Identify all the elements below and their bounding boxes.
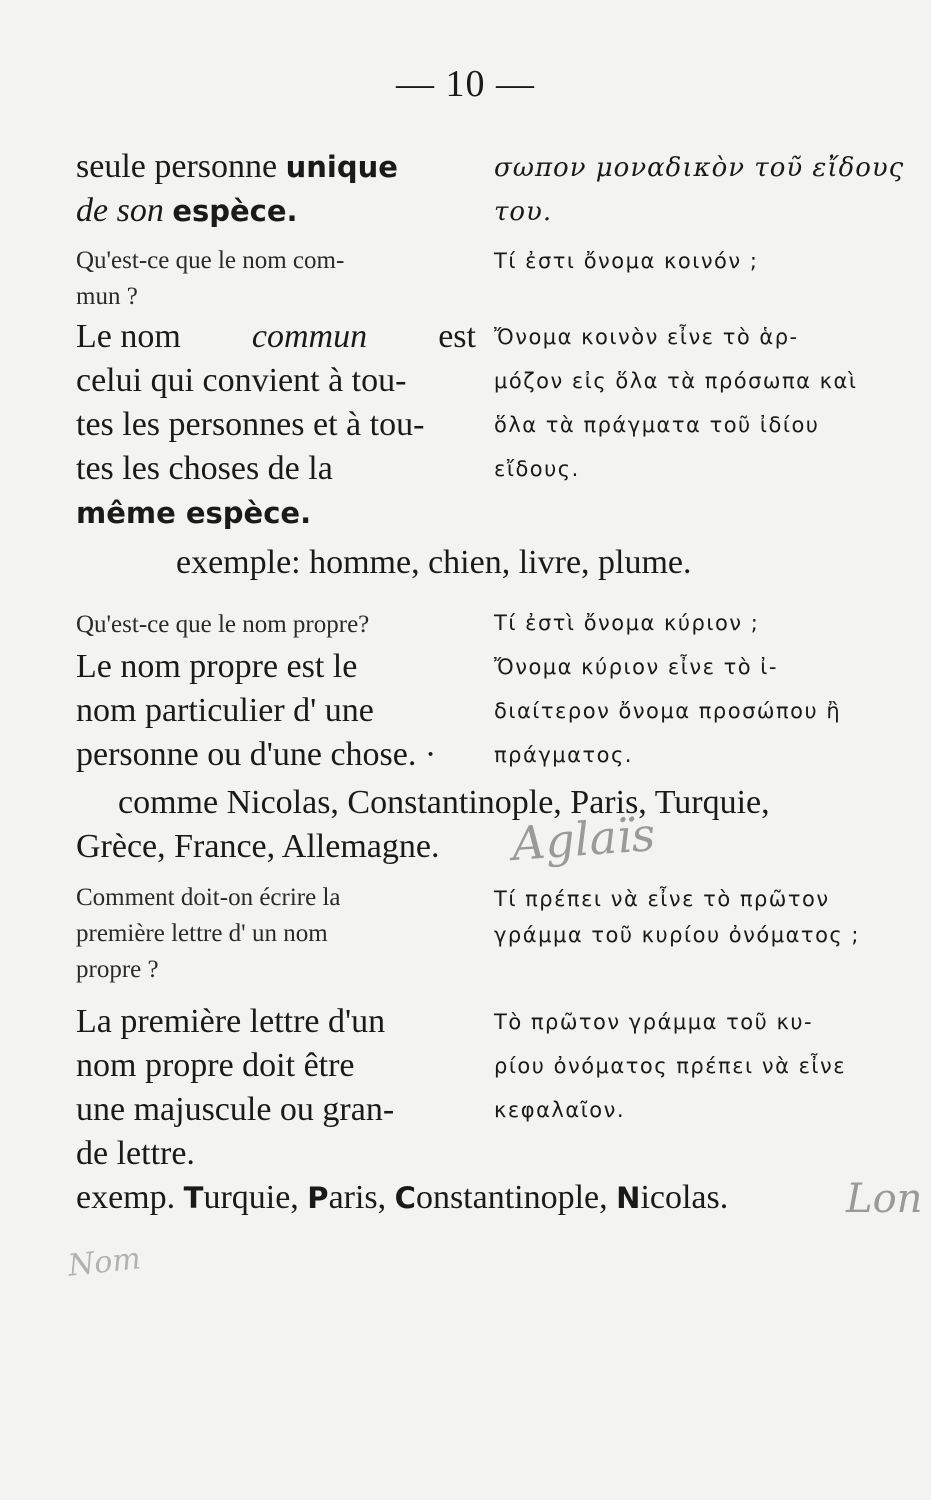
answer-2-fr-line-1: Le nom propre est le — [76, 648, 358, 685]
question-1-fr-line-2: mun ? — [76, 283, 138, 310]
answer-1-fr-line-2: celui qui convient à tou- — [76, 362, 407, 399]
example-2-line-2: Grèce, France, Allemagne. — [76, 828, 440, 865]
answer-3-gr-line-2: ρίου ὀνόματος πρέπει νὰ εἶνε — [494, 1054, 847, 1078]
gr-continuation-line-2: του. — [494, 197, 553, 227]
answer-1-gr-line-3: ὅλα τὰ πράγματα τοῦ ἰδίου — [494, 413, 820, 437]
answer-3-fr-line-4: de lettre. — [76, 1135, 195, 1172]
text: Le nom — [76, 318, 181, 355]
text: σωπον — [494, 153, 596, 183]
answer-3-gr-line-1: Τὸ πρῶτον γράμμα τοῦ κυ- — [494, 1010, 814, 1034]
answer-1-fr-line-1 — [76, 315, 476, 359]
italic-term-commun: commun — [251, 318, 368, 355]
gr-continuation-line-1 — [494, 146, 905, 190]
answer-1-gr-line-1: Ὄνομα κοινὸν εἶνε τὸ ἁρ- — [494, 325, 799, 349]
question-3-fr-line-2: première lettre d' un nom — [76, 920, 328, 947]
handwritten-note: Lon — [846, 1176, 923, 1222]
example-2-line-1: comme Nicolas, Constantinople, Paris, Turquie, — [118, 784, 770, 821]
text: exemp. — [76, 1179, 184, 1216]
answer-1-fr-line-4: tes les choses de la — [76, 450, 333, 487]
text: aris, — [328, 1179, 395, 1216]
bold-term-espece: espèce. — [172, 194, 298, 228]
question-2-gr: Τί ἐστὶ ὄνομα κύριον ; — [494, 611, 760, 635]
text: icolas. — [640, 1179, 729, 1216]
text: est — [438, 318, 476, 355]
text: μοναδικὸν — [595, 153, 746, 183]
answer-1-gr-line-2: μόζον εἰς ὅλα τὰ πρόσωπα καὶ — [494, 369, 858, 393]
answer-2-gr-line-2: διαίτερον ὄνομα προσώπου ἢ — [494, 699, 842, 723]
example-3 — [76, 1176, 896, 1220]
bold-term-meme-espece: même espèce. — [76, 496, 312, 530]
answer-2-fr-line-3: personne ou d'une chose. · — [76, 736, 437, 773]
answer-3-gr-line-3: κεφαλαῖον. — [494, 1098, 626, 1122]
question-1-gr: Τί ἐστι ὄνομα κοινόν ; — [494, 249, 759, 273]
answer-1-gr-line-4: εἴδους. — [494, 457, 580, 481]
question-2-fr: Qu'est-ce que le nom propre? — [76, 611, 370, 638]
question-1-fr-line-1: Qu'est-ce que le nom com- — [76, 247, 345, 274]
handwritten-note: Nom — [66, 1241, 143, 1284]
question-3-gr-line-2: γράμμα τοῦ κυρίου ὀνόματος ; — [494, 923, 860, 947]
answer-2-gr-line-3: πράγματος. — [494, 743, 633, 767]
answer-3-fr-line-3: une majuscule ou gran- — [76, 1091, 395, 1128]
bold-term-unique: unique — [285, 150, 398, 184]
question-3-gr-line-1: Τί πρέπει νὰ εἶνε τὸ πρῶτον — [494, 887, 830, 911]
answer-2-fr-line-2: nom particulier d' une — [76, 692, 374, 729]
text: urquie, — [203, 1179, 308, 1216]
answer-1-fr-line-3: tes les personnes et à tou- — [76, 406, 425, 443]
fr-continuation-line-2 — [76, 189, 476, 233]
answer-2-gr-line-1: Ὄνομα κύριον εἶνε τὸ ἰ- — [494, 655, 778, 679]
bold-capital: C — [394, 1181, 416, 1215]
question-3-fr-line-1: Comment doit-on écrire la — [76, 884, 341, 911]
bold-capital: T — [183, 1181, 204, 1215]
example-1: exemple: homme, chien, livre, plume. — [176, 544, 692, 581]
text: seule personne — [76, 148, 286, 185]
bold-capital: N — [616, 1181, 641, 1215]
bold-capital: P — [307, 1181, 329, 1215]
text: τοῦ εἴδους — [745, 153, 905, 183]
text: onstantinople, — [415, 1179, 617, 1216]
fr-continuation-line-1 — [76, 145, 476, 189]
page-number: — 10 — — [396, 63, 535, 105]
italic-text: de son — [76, 192, 164, 229]
question-3-fr-line-3: propre ? — [76, 956, 159, 983]
answer-3-fr-line-2: nom propre doit être — [76, 1047, 355, 1084]
handwritten-note: Aglaïs — [510, 807, 657, 871]
answer-1-fr-line-5 — [76, 491, 476, 535]
answer-3-fr-line-1: La première lettre d'un — [76, 1003, 386, 1040]
